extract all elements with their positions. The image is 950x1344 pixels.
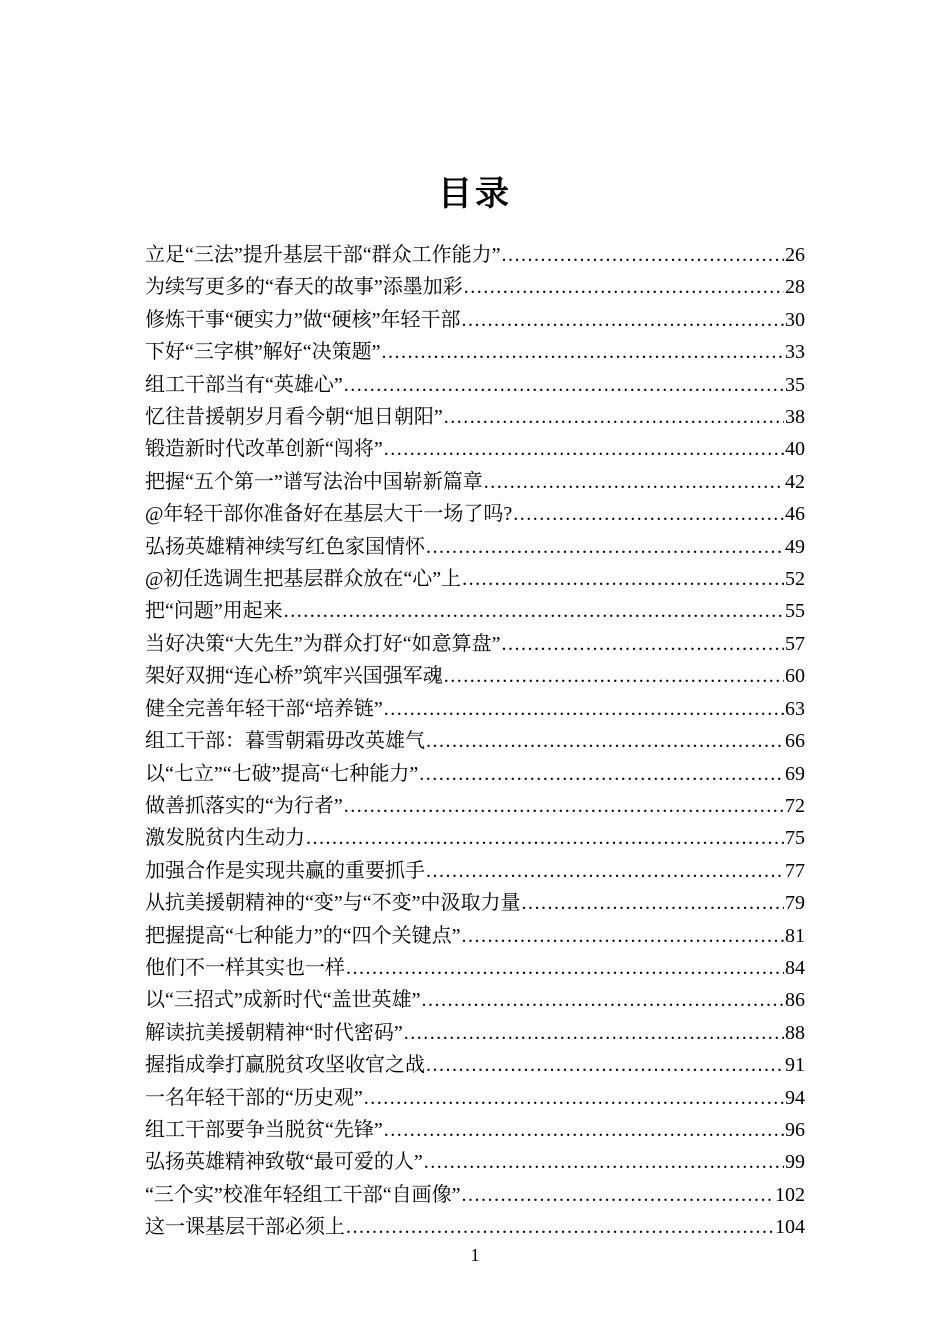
- toc-entry-title: 立足“三法”提升基层干部“群众工作能力”: [145, 244, 501, 266]
- toc-dot-leader: [284, 595, 784, 627]
- toc-entry-page: 79: [785, 892, 805, 915]
- toc-entry-page: 88: [785, 1021, 805, 1044]
- toc-entry-page: 46: [785, 503, 805, 526]
- toc-dot-leader: [382, 336, 784, 368]
- toc-entry-page: 30: [785, 308, 805, 331]
- toc-entry[interactable]: [145, 822, 805, 854]
- toc-entry-title: 组工干部：暮雪朝霜毋改英雄气: [145, 730, 425, 753]
- toc-entry-title: 弘扬英雄精神致敬“最可爱的人”: [145, 1151, 423, 1174]
- toc-entry-title: 激发脱贫内生动力: [145, 827, 305, 850]
- toc-entry[interactable]: [145, 758, 805, 790]
- toc-dot-leader: [384, 1114, 784, 1146]
- toc-entry-page: 72: [785, 794, 805, 817]
- toc-dot-leader: [426, 855, 784, 887]
- toc-entry-title: 以“三招式”成新时代“盖世英雄”: [145, 989, 421, 1012]
- toc-entry-title: 解读抗美援朝精神“时代密码”: [145, 1021, 403, 1044]
- toc-entry-page: 99: [785, 1151, 805, 1174]
- toc-entry-title: 组工干部当有“英雄心”: [145, 373, 343, 396]
- toc-entry-page: 42: [785, 470, 805, 493]
- toc-dot-leader: [444, 401, 784, 433]
- toc-entry-title: 握指成拳打赢脱贫攻坚收官之战: [145, 1054, 425, 1077]
- toc-entry-page: 75: [785, 827, 805, 850]
- toc-entry[interactable]: [145, 984, 805, 1016]
- toc-entry-page: 35: [785, 373, 805, 396]
- toc-entry[interactable]: [145, 531, 805, 563]
- toc-entry-page: 33: [785, 341, 805, 364]
- toc-entry[interactable]: [145, 725, 805, 757]
- toc-entry[interactable]: [145, 693, 805, 725]
- toc-entry[interactable]: [145, 369, 805, 401]
- toc-entry[interactable]: [145, 1179, 805, 1211]
- toc-entry[interactable]: [145, 1049, 805, 1081]
- toc-entry-title: 把握“五个第一”谱写法治中国崭新篇章: [145, 470, 483, 493]
- footer-page-number: 1: [470, 1245, 480, 1265]
- toc-entry-page: 91: [785, 1054, 805, 1077]
- toc-dot-leader: [422, 984, 784, 1016]
- toc-dot-leader: [426, 725, 784, 757]
- toc-entry-page: 63: [785, 697, 805, 720]
- toc-dot-leader: [444, 660, 784, 692]
- toc-dot-leader: [484, 466, 784, 498]
- toc-entry-page: 81: [785, 924, 805, 947]
- toc-entry-page: 104: [775, 1216, 805, 1239]
- toc-entry-title: 锻造新时代改革创新“闯将”: [145, 438, 383, 461]
- toc-entry-title: 一名年轻干部的“历史观”: [145, 1086, 363, 1109]
- toc-entry-page: 28: [785, 276, 805, 299]
- toc-dot-leader: [344, 790, 784, 822]
- toc-entry-title: 下好“三字棋”解好“决策题”: [145, 341, 381, 364]
- toc-entry-title: 做善抓落实的“为行者”: [145, 794, 343, 817]
- toc-entry-page: 60: [785, 665, 805, 688]
- toc-entry[interactable]: [145, 952, 805, 984]
- toc-entry-title: 弘扬英雄精神续写红色家国情怀: [145, 535, 425, 558]
- toc-entry-page: 102: [775, 1183, 805, 1206]
- toc-entry-page: 96: [785, 1118, 805, 1141]
- toc-entry-title: 以“七立”“七破”提高“七种能力”: [145, 762, 419, 785]
- toc-entry-page: 57: [785, 632, 805, 655]
- toc-entry[interactable]: [145, 401, 805, 433]
- toc-entry[interactable]: [145, 1146, 805, 1178]
- toc-entry[interactable]: [145, 790, 805, 822]
- toc-entry-title: 组工干部要争当脱贫“先锋”: [145, 1118, 383, 1141]
- toc-entry-title: 架好双拥“连心桥”筑牢兴国强军魂: [145, 665, 443, 688]
- toc-entry-title: 健全完善年轻干部“培养链”: [145, 697, 383, 720]
- toc-entry-title: 忆往昔援朝岁月看今朝“旭日朝阳”: [145, 406, 443, 429]
- toc-entry-page: 94: [785, 1086, 805, 1109]
- toc-entry[interactable]: [145, 271, 805, 303]
- toc-entry-page: 66: [785, 730, 805, 753]
- toc-entry[interactable]: [145, 595, 805, 627]
- toc-entry[interactable]: [145, 498, 805, 530]
- toc-entry-page: 38: [785, 406, 805, 429]
- toc-dot-leader: [426, 1049, 784, 1081]
- toc-dot-leader: [424, 1146, 784, 1178]
- toc-entry[interactable]: [145, 1017, 805, 1049]
- toc-dot-leader: [306, 822, 784, 854]
- toc-entry-title: @年轻干部你准备好在基层大干一场了吗?: [145, 503, 513, 526]
- toc-entry-page: 77: [785, 859, 805, 882]
- toc-entry-title: 从抗美援朝精神的“变”与“不变”中汲取力量: [145, 892, 521, 915]
- toc-dot-leader: [513, 498, 784, 530]
- toc-entry-title: 把“问题”用起来: [145, 600, 283, 623]
- toc-entry-page: 69: [785, 762, 805, 785]
- toc-entry[interactable]: [145, 239, 805, 271]
- toc-entry[interactable]: [145, 304, 805, 336]
- toc-dot-leader: [404, 1017, 784, 1049]
- toc-entry[interactable]: [145, 1082, 805, 1114]
- toc-entry-title: 为续写更多的“春天的故事”添墨加彩: [145, 276, 463, 299]
- toc-entry-title: 这一课基层干部必须上: [145, 1216, 345, 1239]
- toc-entry-page: 84: [785, 956, 805, 979]
- toc-entry-title: 当好决策“大先生”为群众打好“如意算盘”: [145, 632, 501, 655]
- toc-dot-leader: [344, 369, 784, 401]
- toc-entry-title: 他们不一样其实也一样: [145, 956, 345, 979]
- toc-entry-title: “三个实”校准年轻组工干部“自画像”: [145, 1183, 461, 1206]
- toc-entry[interactable]: [145, 660, 805, 692]
- toc-entry-page: 49: [785, 535, 805, 558]
- toc-dot-leader: [419, 758, 784, 790]
- toc-entry-page: 86: [785, 989, 805, 1012]
- toc-dot-leader: [464, 271, 784, 303]
- toc-dot-leader: [346, 1211, 774, 1243]
- toc-entry[interactable]: [145, 855, 805, 887]
- toc-entry[interactable]: [145, 563, 805, 595]
- toc-entry[interactable]: [145, 336, 805, 368]
- toc-entry[interactable]: [145, 433, 805, 465]
- toc-dot-leader: [462, 920, 784, 952]
- toc-entry-title: @初任选调生把基层群众放在“心”上: [145, 568, 462, 591]
- toc-dot-leader: [384, 433, 784, 465]
- toc-dot-leader: [364, 1082, 784, 1114]
- toc-entry-title: 修炼干事“硬实力”做“硬核”年轻干部: [145, 308, 461, 331]
- toc-dot-leader: [462, 304, 784, 336]
- toc-dot-leader: [346, 952, 784, 984]
- toc-dot-leader: [426, 531, 784, 563]
- toc-dot-leader: [502, 239, 784, 271]
- toc-entry-page: 40: [785, 438, 805, 461]
- toc-entry-title: 把握提高“七种能力”的“四个关键点”: [145, 924, 461, 947]
- toc-dot-leader: [384, 693, 784, 725]
- toc-entry-page: 52: [785, 568, 805, 591]
- toc-entry[interactable]: [145, 466, 805, 498]
- toc-dot-leader: [502, 628, 784, 660]
- toc-entry[interactable]: [145, 920, 805, 952]
- toc-entry-page: 26: [785, 244, 805, 266]
- toc-heading: 目录: [438, 176, 512, 213]
- toc-entry-title: 加强合作是实现共赢的重要抓手: [145, 859, 425, 882]
- toc-entry-page: 55: [785, 600, 805, 623]
- toc-entry[interactable]: [145, 1211, 805, 1243]
- toc-list: [145, 239, 805, 1244]
- toc-dot-leader: [462, 563, 784, 595]
- toc-dot-leader: [462, 1179, 774, 1211]
- toc-entry[interactable]: [145, 628, 805, 660]
- toc-entry[interactable]: [145, 887, 805, 919]
- toc-entry[interactable]: [145, 1114, 805, 1146]
- toc-dot-leader: [522, 887, 784, 919]
